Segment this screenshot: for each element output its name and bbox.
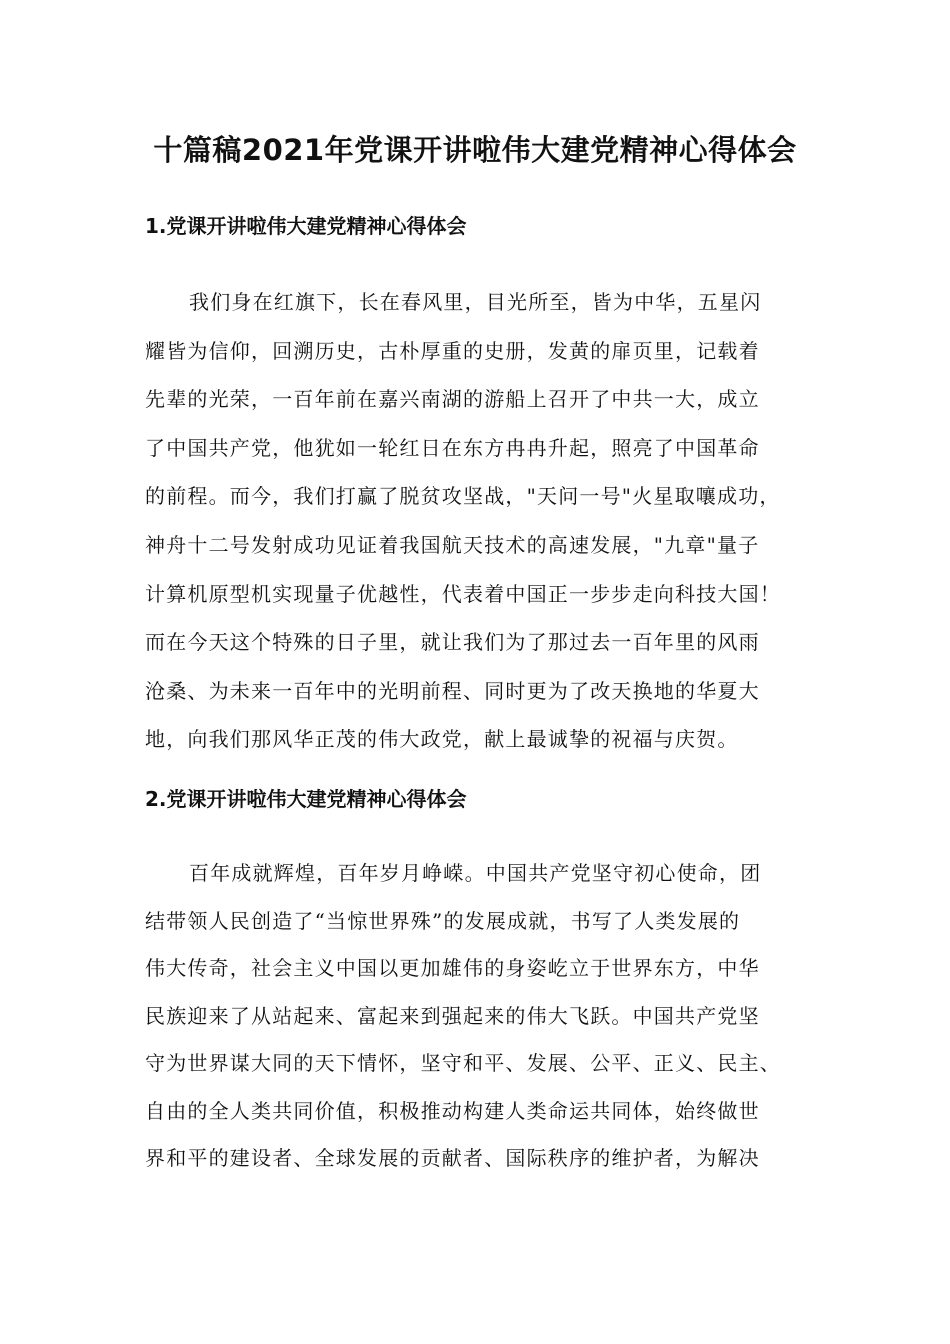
paragraph-line: 计算机原型机实现量子优越性，代表着中国正一步步走向科技大国！ (145, 581, 781, 606)
paragraph-line: 结带领人民创造了“当惊世界殊”的发展成就，书写了人类发展的 (145, 908, 741, 933)
section-1-heading: 1.党课开讲啦伟大建党精神心得体会 (145, 214, 467, 238)
section-2-paragraph (145, 853, 810, 1186)
paragraph-line: 守为世界谋大同的天下情怀，坚守和平、发展、公平、正义、民主、 (145, 1051, 781, 1075)
paragraph-line: 先辈的光荣，一百年前在嘉兴南湖的游船上召开了中共一大，成立 (145, 387, 760, 412)
paragraph-line: 的前程。而今，我们打赢了脱贫攻坚战，"天问一号"火星取嚷成功， (145, 484, 781, 509)
document-title: 十篇稿2021年党课开讲啦伟大建党精神心得体会 (153, 133, 797, 167)
paragraph-line: 界和平的建设者、全球发展的贡献者、国际秩序的维护者，为解决 (145, 1146, 760, 1170)
paragraph-line: 沧桑、为未来一百年中的光明前程、同时更为了改天换地的华夏大 (145, 678, 760, 703)
paragraph-line: 耀皆为信仰，回溯历史，古朴厚重的史册，发黄的扉页里，记载着 (145, 338, 760, 363)
paragraph-line: 地，向我们那风华正茂的伟大政党，献上最诚挚的祝福与庆贺。 (145, 727, 739, 752)
section-2-heading: 2.党课开讲啦伟大建党精神心得体会 (145, 787, 467, 811)
paragraph-line: 我们身在红旗下，长在春风里，目光所至，皆为中华，五星闪 (189, 290, 762, 314)
section-1-paragraph (145, 282, 810, 768)
paragraph-line: 神舟十二号发射成功见证着我国航天技术的高速发展，"九章"量子 (145, 532, 760, 557)
paragraph-line: 而在今天这个特殊的日子里，就让我们为了那过去一百年里的风雨 (145, 630, 760, 655)
paragraph-line: 民族迎来了从站起来、富起来到强起来的伟大飞跃。中国共产党坚 (145, 1003, 760, 1028)
paragraph-line: 伟大传奇，社会主义中国以更加雄伟的身姿屹立于世界东方，中华 (145, 956, 760, 980)
paragraph-line: 自由的全人类共同价值，积极推动构建人类命运共同体，始终做世 (145, 1098, 760, 1123)
paragraph-line: 百年成就辉煌，百年岁月峥嵘。中国共产党坚守初心使命，团 (189, 861, 762, 885)
paragraph-line: 了中国共产党，他犹如一轮红日在东方冉冉升起，照亮了中国革命 (145, 435, 760, 460)
